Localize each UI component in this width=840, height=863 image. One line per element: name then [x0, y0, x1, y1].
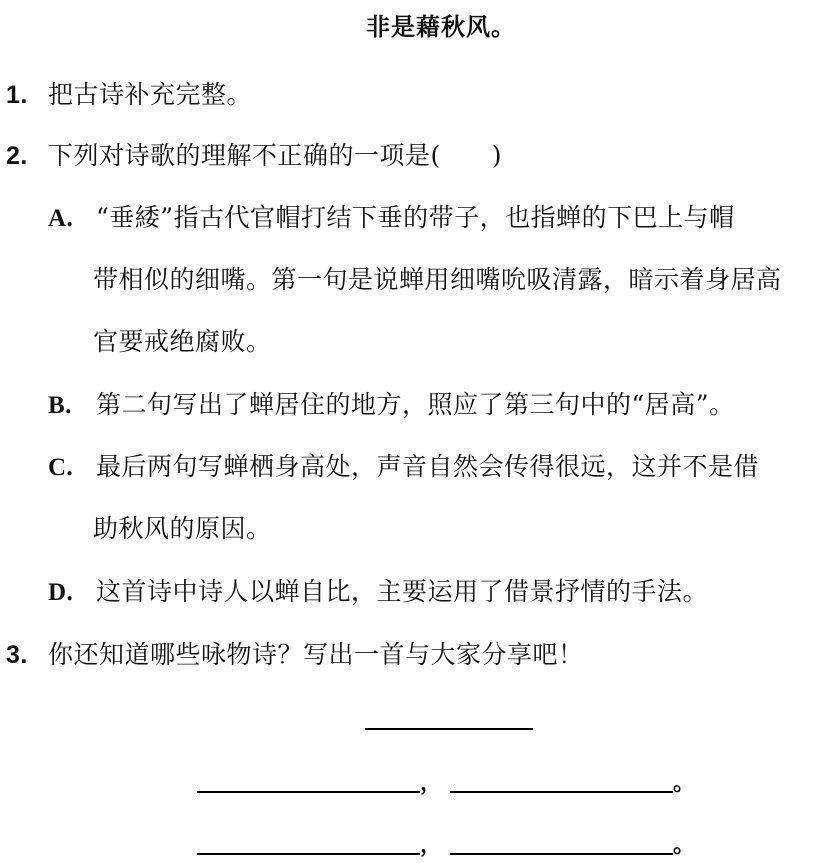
option-b-line-1: 第二句写出了蝉居住的地方，照应了第三句中的“居高”。: [96, 390, 735, 419]
question-2: [6, 141, 502, 171]
option-d-letter: D.: [48, 579, 74, 606]
answer-row-1-comma: ，: [420, 770, 443, 796]
option-b-letter: B.: [48, 392, 72, 419]
option-d: [48, 577, 708, 608]
option-a-line-2: 带相似的细嘴。第一句是说蝉用细嘴吮吸清露，暗示着身居高: [93, 265, 782, 294]
question-2-text: 下列对诗歌的理解不正确的一项是( ): [48, 141, 503, 170]
answer-row-2-right-blank[interactable]: [450, 853, 673, 855]
question-3-number: 3.: [6, 641, 28, 669]
option-a-line-1: “垂緌”指古代官帽打结下垂的带子，也指蝉的下巴上与帽: [96, 203, 735, 232]
poem-tail-line: 非是藉秋风。: [366, 12, 516, 41]
option-c: [48, 452, 759, 483]
question-1-number: 1.: [6, 81, 28, 109]
option-d-line-1: 这首诗中诗人以蝉自比，主要运用了借景抒情的手法。: [96, 577, 709, 606]
option-a: [48, 203, 735, 234]
answer-row-1-period: 。: [673, 770, 696, 796]
answer-row-1-left-blank[interactable]: [197, 791, 420, 793]
question-1: [6, 80, 252, 110]
answer-row-2-period: 。: [673, 832, 696, 858]
option-c-letter: C.: [48, 454, 74, 481]
poem-title-blank[interactable]: [365, 728, 533, 730]
option-c-line-1: 最后两句写蝉栖身高处，声音自然会传得很远，这并不是借: [96, 452, 760, 481]
option-c-line-2: 助秋风的原因。: [93, 514, 272, 543]
question-2-number: 2.: [6, 142, 28, 170]
answer-row-2-left-blank[interactable]: [197, 853, 420, 855]
question-3: [6, 640, 584, 670]
question-3-text: 你还知道哪些咏物诗？写出一首与大家分享吧！: [48, 640, 584, 669]
option-b: [48, 390, 735, 421]
answer-row-1-right-blank[interactable]: [450, 791, 673, 793]
option-a-letter: A.: [48, 205, 74, 232]
option-a-line-3: 官要戒绝腐败。: [93, 327, 272, 356]
question-1-text: 把古诗补充完整。: [48, 80, 253, 109]
answer-row-2-comma: ，: [420, 832, 443, 858]
